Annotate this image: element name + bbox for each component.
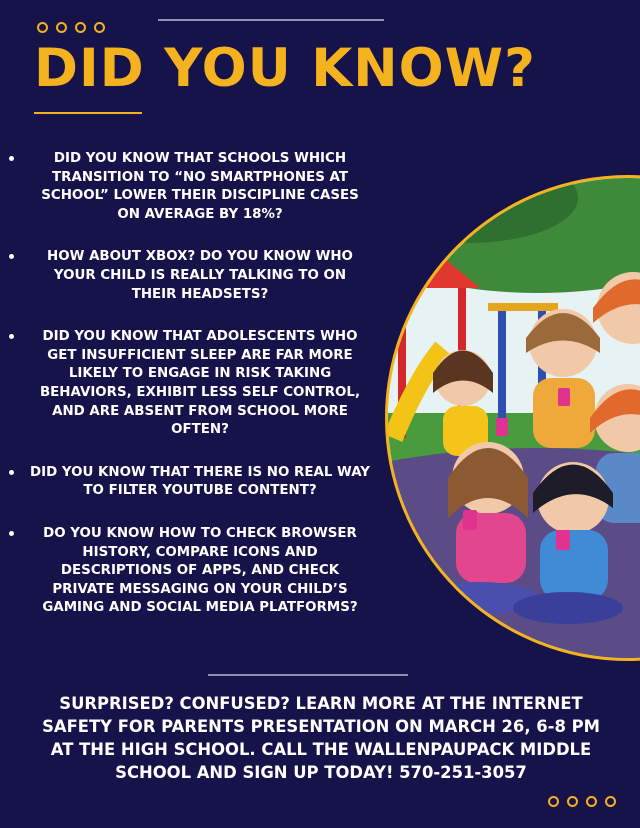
bullet-dot-icon	[9, 334, 14, 339]
fact-text: DID YOU KNOW THAT THERE IS NO REAL WAY TO FILTER YOUTUBE CONTENT?	[30, 464, 370, 499]
circle-dot-icon	[75, 22, 86, 33]
divider-top	[158, 19, 384, 21]
bullet-dot-icon	[9, 156, 14, 161]
event-call-to-action: SURPRISED? CONFUSED? LEARN MORE AT THE INTERNET SAFETY FOR PARENTS PRESENTATION ON MARCH 26, 6-8 PM AT THE HIGH SCHOOL. CALL THE WALLENPAUPACK MIDDLE SCHOOL AND SIGN UP TODAY! 570-251-3057	[42, 694, 600, 782]
circle-dot-icon	[586, 796, 597, 807]
fact-text: DID YOU KNOW THAT ADOLESCENTS WHO GET INSUFFICIENT SLEEP ARE FAR MORE LIKELY TO ENGAGE IN RISK TAKING BEHAVIORS, EXHIBIT LESS SELF CONTROL, AND ARE ABSENT FROM SCHOOL MORE OFTEN?	[39, 329, 361, 438]
circle-dot-icon	[56, 22, 67, 33]
bullet-dot-icon	[9, 531, 14, 536]
fact-list	[6, 150, 370, 642]
fact-text: DID YOU KNOW THAT SCHOOLS WHICH TRANSITION TO “NO SMARTPHONES AT SCHOOL” LOWER THEIR DISCIPLINE CASES ON AVERAGE BY 18%?	[41, 151, 359, 222]
divider-bottom	[208, 674, 408, 676]
fact-item	[6, 525, 370, 618]
fact-text: HOW ABOUT XBOX? DO YOU KNOW WHO YOUR CHILD IS REALLY TALKING TO ON THEIR HEADSETS?	[47, 249, 353, 302]
fact-item	[6, 248, 370, 304]
bullet-dot-icon	[9, 254, 14, 259]
title-underline	[34, 112, 142, 114]
circle-dot-icon	[567, 796, 578, 807]
circle-dot-icon	[548, 796, 559, 807]
fact-item	[6, 150, 370, 224]
decorative-dots-bottom	[548, 796, 616, 807]
bullet-dot-icon	[9, 470, 14, 475]
decorative-dots-top	[37, 22, 105, 33]
circle-dot-icon	[605, 796, 616, 807]
playground-scene	[388, 178, 640, 661]
fact-item	[6, 328, 370, 440]
fact-text: DO YOU KNOW HOW TO CHECK BROWSER HISTORY, COMPARE ICONS AND DESCRIPTIONS OF APPS, AND CHECK PRIVATE MESSAGING ON YOUR CHILD’S GAMING AND SOCIAL MEDIA PLATFORMS?	[42, 525, 358, 616]
fact-item	[6, 464, 370, 501]
circle-dot-icon	[94, 22, 105, 33]
page-title: DID YOU KNOW?	[34, 38, 536, 99]
children-on-phones-illustration	[385, 175, 640, 661]
circle-dot-icon	[37, 22, 48, 33]
